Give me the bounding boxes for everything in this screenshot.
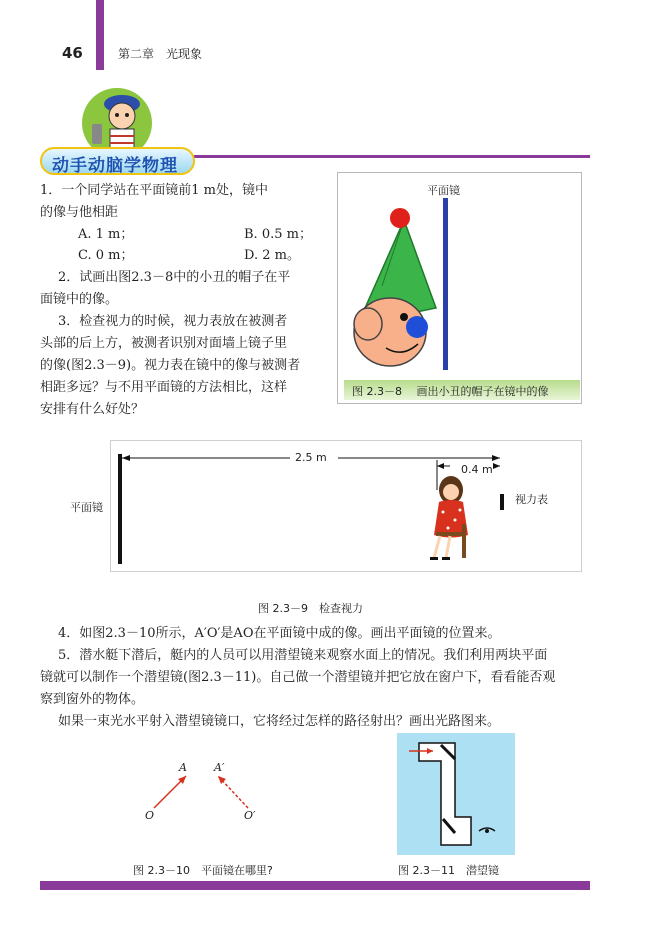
q1-option-c: C. 0 m； [78, 248, 134, 263]
footer-accent-bar [40, 881, 590, 890]
q2-line2: 面镜中的像。 [40, 292, 119, 307]
page-number: 46 [62, 44, 83, 62]
label-A: A [179, 761, 187, 774]
label-O-prime: O′ [244, 809, 256, 822]
header-accent-bar [96, 0, 104, 70]
q5-line3: 察到窗外的物体。 [40, 692, 145, 707]
banner-underline [190, 155, 590, 158]
q5-line4: 如果一束光水平射入潜望镜镜口，它将经过怎样的路径射出？画出光路图来。 [58, 714, 501, 729]
fig9-caption: 图 2.3－9 检查视力 [258, 602, 363, 615]
plane-mirror-icon [443, 198, 448, 370]
fig11-caption: 图 2.3－11 潜望镜 [398, 864, 499, 877]
q1-line1: 1．一个同学站在平面镜前1 m处，镜中 [40, 183, 269, 198]
q5-line1: 5．潜水艇下潜后，艇内的人员可以用潜望镜来观察水面上的情况。我们利用两块平面 [58, 648, 548, 663]
q5-line2: 镜就可以制作一个潜望镜(图2.3－11)。自己做一个潜望镜并把它放在窗户下，看看能否观 [40, 670, 556, 685]
q1-line2: 的像与他相距 [40, 205, 119, 220]
q3-line3: 的像(图2.3－9)。视力表在镜中的像与被测者 [40, 358, 301, 373]
q3-line1: 3．检查视力的时候，视力表放在被测者 [58, 314, 288, 329]
q1-option-b: B. 0.5 m； [244, 227, 312, 242]
periscope-icon [397, 733, 515, 855]
q2-line1: 2．试画出图2.3－8中的小丑的帽子在平 [58, 270, 291, 285]
fig9-distance-small: 0.4 m [461, 463, 493, 476]
seated-girl-icon [430, 476, 468, 560]
vision-chart-icon [500, 494, 504, 510]
student-mascot-icon [82, 84, 162, 154]
mirror-position-diagram [140, 760, 280, 830]
q3-line2: 头部的后上方，被测者识别对面墙上镜子里 [40, 336, 288, 351]
q1-option-d: D. 2 m。 [244, 248, 300, 263]
clown-illustration [340, 196, 575, 378]
q3-line4: 相距多远？与不用平面镜的方法相比，这样 [40, 380, 288, 395]
label-A-prime: A′ [214, 761, 225, 774]
fig8-mirror-label: 平面镜 [427, 184, 460, 197]
q3-line5: 安排有什么好处？ [40, 402, 145, 417]
hat-ball-icon [390, 208, 410, 228]
vision-test-diagram [110, 440, 580, 570]
fig9-chart-label: 视力表 [515, 493, 548, 506]
eye-icon [479, 828, 495, 833]
fig10-caption: 图 2.3－10 平面镜在哪里? [133, 864, 273, 877]
fig8-caption: 图 2.3－8 画出小丑的帽子在镜中的像 [352, 385, 549, 398]
q1-option-a: A. 1 m； [78, 227, 134, 242]
plane-mirror-left-icon [118, 454, 122, 564]
section-banner [40, 147, 195, 175]
label-O: O [145, 809, 155, 822]
section-banner-title: 动手动脑学物理 [52, 156, 178, 176]
clown-nose-icon [406, 316, 428, 338]
fig9-distance-total: 2.5 m [295, 451, 327, 464]
fig9-mirror-label: 平面镜 [70, 501, 103, 514]
chapter-title: 第二章 光现象 [118, 47, 203, 61]
q4-text: 4．如图2.3－10所示，A′O′是AO在平面镜中成的像。画出平面镜的位置来。 [58, 626, 501, 641]
